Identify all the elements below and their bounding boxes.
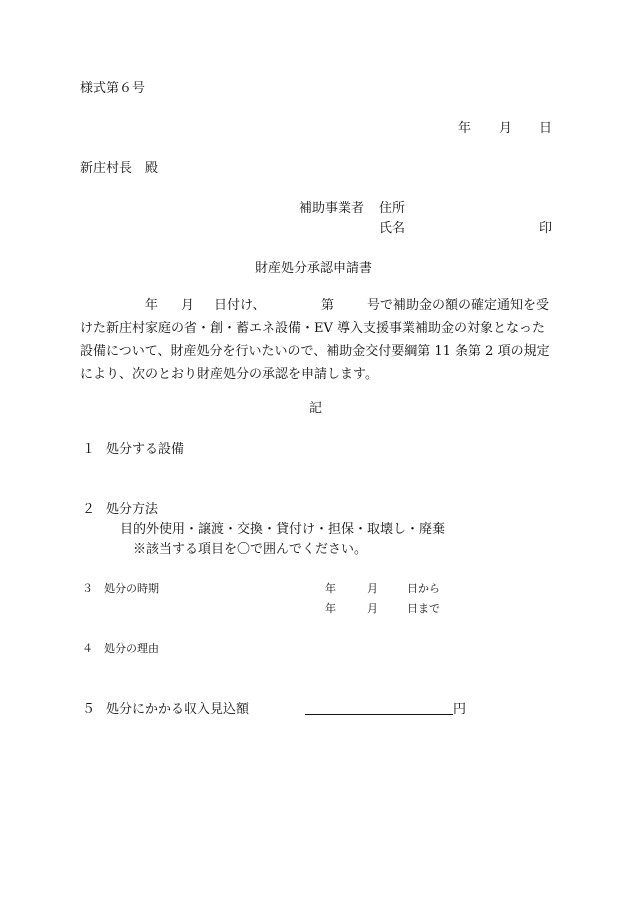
address-label: 住所 <box>379 201 406 216</box>
item3-label: 処分の時期 <box>104 582 159 595</box>
ki-heading: 記 <box>309 401 323 416</box>
item2-label: 処分方法 <box>106 502 159 517</box>
period-from-day: 日から <box>407 582 440 595</box>
form-number: 様式第６号 <box>80 81 146 96</box>
applicant-role: 補助事業者 <box>299 201 365 216</box>
body-line4: により、次のとおり財産処分の承認を申請します。 <box>80 367 378 382</box>
item1-number: １ <box>82 442 96 457</box>
disposal-options: 目的外使用・譲渡・交換・貸付け・担保・取壊し・廃棄 <box>120 522 446 537</box>
body-line2: けた新庄村家庭の省・創・蓄エネ設備・EV 導入支援事業補助金の対象となった <box>80 321 546 336</box>
date-year-label: 年 <box>458 121 472 136</box>
body-number-prefix: 第 <box>321 298 335 313</box>
seal-mark: 印 <box>539 221 553 236</box>
item1-label: 処分する設備 <box>106 442 185 457</box>
body-dated: 日付け、 <box>214 298 266 313</box>
item4-number: ４ <box>82 642 93 655</box>
income-amount-line <box>305 714 453 715</box>
body-month: 月 <box>181 298 195 313</box>
body-line1-rest: 号で補助金の額の確定通知を受 <box>367 298 550 313</box>
item5-label: 処分にかかる収入見込額 <box>106 702 250 717</box>
item3-number: ３ <box>82 582 93 595</box>
item4-label: 処分の理由 <box>104 642 159 655</box>
period-to-month: 月 <box>367 602 378 615</box>
item2-number: ２ <box>82 502 96 517</box>
period-to-day: 日まで <box>407 602 440 615</box>
body-year: 年 <box>145 298 159 313</box>
date-month-label: 月 <box>499 121 513 136</box>
disposal-note: ※該当する項目を〇で囲んでください。 <box>133 542 368 557</box>
period-to-year: 年 <box>325 602 336 615</box>
name-label: 氏名 <box>379 221 406 236</box>
period-from-year: 年 <box>325 582 336 595</box>
item5-number: ５ <box>82 702 96 717</box>
period-from-month: 月 <box>367 582 378 595</box>
addressee: 新庄村長 殿 <box>80 161 159 176</box>
body-line3: 設備について、財産処分を行いたいので、補助金交付要綱第 11 条第 2 項の規定 <box>80 344 550 359</box>
document-title: 財産処分承認申請書 <box>255 261 373 276</box>
date-day-label: 日 <box>539 121 553 136</box>
yen-unit: 円 <box>453 702 467 717</box>
